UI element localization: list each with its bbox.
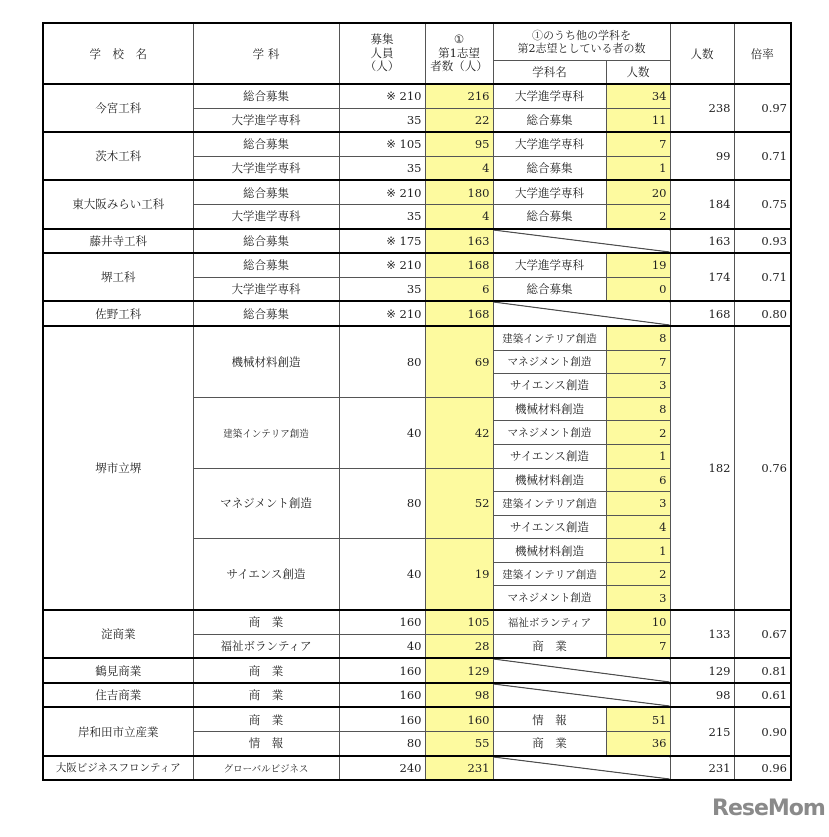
- table-row: [43, 229, 791, 254]
- capacity: 240: [339, 756, 425, 781]
- school-name: 茨木工科: [43, 132, 193, 180]
- second-choice-count: 34: [606, 84, 670, 108]
- application-ratio: 0.61: [734, 683, 791, 708]
- application-ratio: 0.67: [734, 610, 791, 658]
- second-choice-dept: 商 業: [493, 732, 606, 756]
- department-name: 商 業: [193, 683, 339, 708]
- capacity: ※ 210: [339, 180, 425, 204]
- capacity: 160: [339, 707, 425, 731]
- second-choice-dept: 機械材料創造: [493, 468, 606, 492]
- second-choice-count: 8: [606, 326, 670, 350]
- department-name: 情 報: [193, 732, 339, 756]
- first-choice-count: 95: [425, 132, 493, 156]
- capacity: 160: [339, 683, 425, 708]
- second-choice-count: 6: [606, 468, 670, 492]
- first-choice-count: 52: [425, 468, 493, 539]
- second-choice-count: 0: [606, 277, 670, 301]
- first-choice-count: 4: [425, 204, 493, 228]
- application-ratio: 0.97: [734, 84, 791, 132]
- second-choice-count: 11: [606, 108, 670, 132]
- department-name: 商 業: [193, 707, 339, 731]
- applicant-total: 231: [670, 756, 734, 781]
- capacity: 40: [339, 634, 425, 658]
- second-choice-count: 7: [606, 350, 670, 374]
- no-second-choice-cell: [493, 229, 670, 254]
- application-ratio: 0.80: [734, 301, 791, 326]
- second-choice-dept: 総合募集: [493, 277, 606, 301]
- table-body: [43, 84, 791, 780]
- school-name: 鶴見商業: [43, 658, 193, 683]
- second-choice-count: 3: [606, 586, 670, 610]
- header-department: 学 科: [193, 23, 339, 84]
- school-name: 岸和田市立産業: [43, 707, 193, 755]
- header-second-dept: 学科名: [493, 61, 606, 85]
- second-choice-count: 7: [606, 132, 670, 156]
- capacity: ※ 210: [339, 84, 425, 108]
- first-choice-count: 129: [425, 658, 493, 683]
- table-row: [43, 707, 791, 731]
- school-name: 佐野工科: [43, 301, 193, 326]
- second-choice-dept: 大学進学専科: [493, 132, 606, 156]
- capacity: 35: [339, 108, 425, 132]
- capacity: 35: [339, 156, 425, 180]
- second-choice-dept: 情 報: [493, 707, 606, 731]
- applicant-total: 99: [670, 132, 734, 180]
- second-choice-dept: 総合募集: [493, 108, 606, 132]
- first-choice-count: 168: [425, 301, 493, 326]
- first-choice-count: 105: [425, 610, 493, 634]
- capacity: 160: [339, 658, 425, 683]
- second-choice-count: 20: [606, 180, 670, 204]
- table-row: [43, 84, 791, 108]
- first-choice-count: 160: [425, 707, 493, 731]
- second-choice-dept: サイエンス創造: [493, 444, 606, 468]
- header-school: 学 校 名: [43, 23, 193, 84]
- second-choice-dept: 建築インテリア創造: [493, 492, 606, 516]
- capacity: ※ 175: [339, 229, 425, 254]
- table-row: [43, 610, 791, 634]
- application-ratio: 0.81: [734, 658, 791, 683]
- capacity: 35: [339, 277, 425, 301]
- second-choice-count: 2: [606, 562, 670, 586]
- second-choice-count: 3: [606, 374, 670, 398]
- capacity: 160: [339, 610, 425, 634]
- second-choice-dept: マネジメント創造: [493, 586, 606, 610]
- school-name: 大阪ビジネスフロンティア: [43, 756, 193, 781]
- table-row: [43, 756, 791, 781]
- second-choice-count: 51: [606, 707, 670, 731]
- table-row: [43, 326, 791, 350]
- department-name: グローバルビジネス: [193, 756, 339, 781]
- department-name: 総合募集: [193, 301, 339, 326]
- no-second-choice-cell: [493, 756, 670, 781]
- department-name: サイエンス創造: [193, 539, 339, 610]
- capacity: 40: [339, 539, 425, 610]
- second-choice-dept: 建築インテリア創造: [493, 326, 606, 350]
- table-row: [43, 180, 791, 204]
- first-choice-count: 69: [425, 326, 493, 397]
- first-choice-count: 19: [425, 539, 493, 610]
- first-choice-count: 168: [425, 253, 493, 277]
- logo-text: ReseMom: [712, 796, 825, 821]
- second-choice-count: 8: [606, 397, 670, 421]
- application-ratio: 0.71: [734, 132, 791, 180]
- applicant-total: 215: [670, 707, 734, 755]
- school-name: 今宮工科: [43, 84, 193, 132]
- first-choice-count: 216: [425, 84, 493, 108]
- application-ratio-table: [42, 22, 792, 781]
- second-choice-count: 2: [606, 421, 670, 445]
- applicant-total: 133: [670, 610, 734, 658]
- header-second-choice: ①のうち他の学科を 第2志望としている者の数: [493, 23, 670, 61]
- application-ratio: 0.75: [734, 180, 791, 228]
- department-name: 機械材料創造: [193, 326, 339, 397]
- department-name: 総合募集: [193, 180, 339, 204]
- second-choice-dept: マネジメント創造: [493, 350, 606, 374]
- department-name: 大学進学専科: [193, 204, 339, 228]
- first-choice-count: 42: [425, 397, 493, 468]
- table-row: [43, 132, 791, 156]
- department-name: 大学進学専科: [193, 156, 339, 180]
- department-name: 大学進学専科: [193, 108, 339, 132]
- second-choice-dept: 機械材料創造: [493, 397, 606, 421]
- applicant-total: 163: [670, 229, 734, 254]
- second-choice-dept: 建築インテリア創造: [493, 562, 606, 586]
- applicant-total: 129: [670, 658, 734, 683]
- department-name: 商 業: [193, 658, 339, 683]
- capacity: 80: [339, 326, 425, 397]
- second-choice-dept: 大学進学専科: [493, 84, 606, 108]
- applicant-total: 174: [670, 253, 734, 301]
- applicant-total: 184: [670, 180, 734, 228]
- resemom-logo: [712, 796, 825, 821]
- department-name: 福祉ボランティア: [193, 634, 339, 658]
- second-choice-dept: 総合募集: [493, 156, 606, 180]
- school-name: 東大阪みらい工科: [43, 180, 193, 228]
- first-choice-count: 28: [425, 634, 493, 658]
- school-name: 淀商業: [43, 610, 193, 658]
- table-row: [43, 683, 791, 708]
- capacity: ※ 210: [339, 301, 425, 326]
- department-name: 総合募集: [193, 84, 339, 108]
- capacity: 80: [339, 732, 425, 756]
- department-name: マネジメント創造: [193, 468, 339, 539]
- first-choice-count: 4: [425, 156, 493, 180]
- no-second-choice-cell: [493, 658, 670, 683]
- school-name: 住吉商業: [43, 683, 193, 708]
- no-second-choice-cell: [493, 683, 670, 708]
- applicant-total: 168: [670, 301, 734, 326]
- second-choice-count: 2: [606, 204, 670, 228]
- second-choice-dept: 福祉ボランティア: [493, 610, 606, 634]
- no-second-choice-cell: [493, 301, 670, 326]
- header-ratio: 倍率: [734, 23, 791, 84]
- second-choice-dept: 機械材料創造: [493, 539, 606, 563]
- school-name: 堺市立堺: [43, 326, 193, 610]
- applicant-total: 182: [670, 326, 734, 610]
- capacity: 40: [339, 397, 425, 468]
- first-choice-count: 180: [425, 180, 493, 204]
- second-choice-count: 3: [606, 492, 670, 516]
- second-choice-dept: 商 業: [493, 634, 606, 658]
- header-total: 人数: [670, 23, 734, 84]
- first-choice-count: 22: [425, 108, 493, 132]
- second-choice-count: 1: [606, 156, 670, 180]
- first-choice-count: 231: [425, 756, 493, 781]
- first-choice-count: 98: [425, 683, 493, 708]
- applicant-total: 238: [670, 84, 734, 132]
- second-choice-count: 4: [606, 515, 670, 539]
- second-choice-count: 1: [606, 539, 670, 563]
- table-row: [43, 658, 791, 683]
- first-choice-count: 6: [425, 277, 493, 301]
- capacity: 80: [339, 468, 425, 539]
- second-choice-dept: 総合募集: [493, 204, 606, 228]
- capacity: ※ 210: [339, 253, 425, 277]
- capacity: ※ 105: [339, 132, 425, 156]
- department-name: 大学進学専科: [193, 277, 339, 301]
- department-name: 商 業: [193, 610, 339, 634]
- second-choice-count: 1: [606, 444, 670, 468]
- second-choice-dept: マネジメント創造: [493, 421, 606, 445]
- application-ratio: 0.76: [734, 326, 791, 610]
- department-name: 総合募集: [193, 253, 339, 277]
- header-first-choice: ① 第1志望 者数（人）: [425, 23, 493, 84]
- application-ratio: 0.71: [734, 253, 791, 301]
- capacity: 35: [339, 204, 425, 228]
- second-choice-dept: サイエンス創造: [493, 374, 606, 398]
- table-row: [43, 301, 791, 326]
- school-name: 藤井寺工科: [43, 229, 193, 254]
- header-capacity: 募集 人員 （人）: [339, 23, 425, 84]
- second-choice-count: 19: [606, 253, 670, 277]
- second-choice-count: 10: [606, 610, 670, 634]
- school-name: 堺工科: [43, 253, 193, 301]
- second-choice-count: 36: [606, 732, 670, 756]
- application-ratio: 0.90: [734, 707, 791, 755]
- first-choice-count: 163: [425, 229, 493, 254]
- department-name: 総合募集: [193, 229, 339, 254]
- header-second-count: 人数: [606, 61, 670, 85]
- first-choice-count: 55: [425, 732, 493, 756]
- department-name: 総合募集: [193, 132, 339, 156]
- second-choice-dept: サイエンス創造: [493, 515, 606, 539]
- application-ratio: 0.96: [734, 756, 791, 781]
- second-choice-dept: 大学進学専科: [493, 253, 606, 277]
- applicant-total: 98: [670, 683, 734, 708]
- second-choice-count: 7: [606, 634, 670, 658]
- application-ratio: 0.93: [734, 229, 791, 254]
- second-choice-dept: 大学進学専科: [493, 180, 606, 204]
- table-row: [43, 253, 791, 277]
- department-name: 建築インテリア創造: [193, 397, 339, 468]
